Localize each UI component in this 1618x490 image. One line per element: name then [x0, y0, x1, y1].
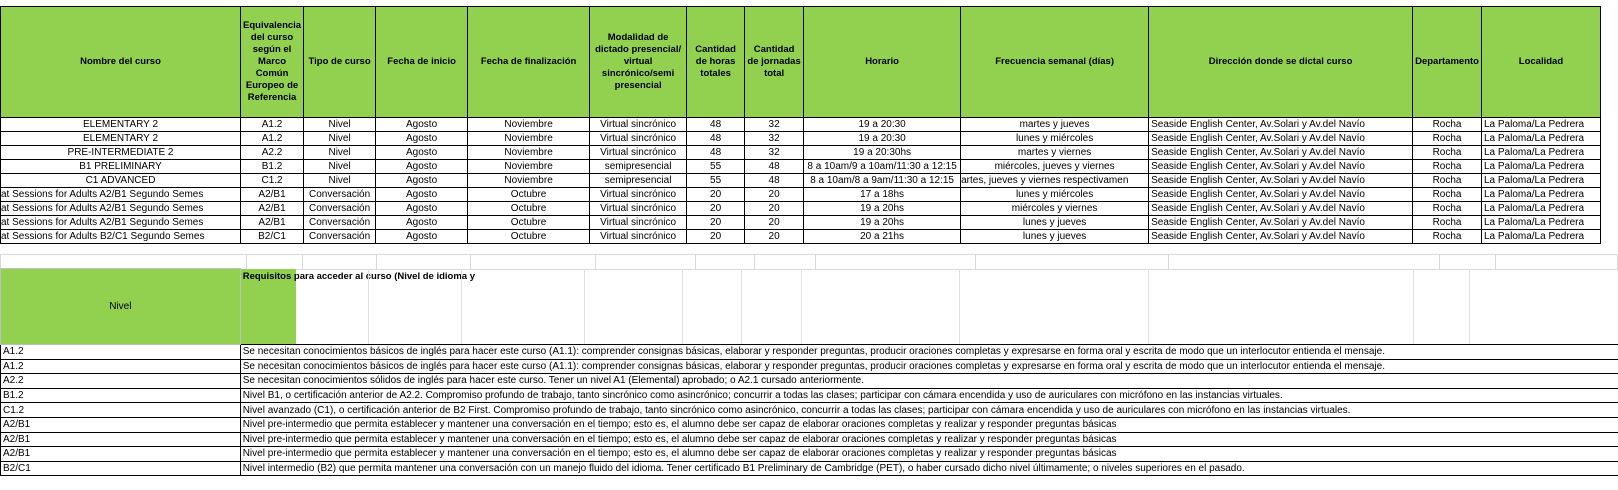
table-cell[interactable]: Virtual sincrónico: [590, 202, 687, 216]
requirement-row: [1, 388, 1618, 403]
table-cell[interactable]: artes, jueves y viernes respectivamen: [961, 174, 1149, 188]
nivel-cell[interactable]: A1.2: [1, 359, 241, 374]
table-row: [1, 146, 1601, 160]
table-row: [1, 216, 1601, 230]
table-row: [1, 202, 1601, 216]
table-cell[interactable]: B1.2: [241, 160, 304, 174]
column-header[interactable]: Fecha de inicio: [376, 7, 468, 118]
table-cell[interactable]: 19 a 20:30: [804, 118, 961, 132]
table-cell[interactable]: 19 a 20:30hs: [804, 146, 961, 160]
table-row: [1, 118, 1601, 132]
table-cell[interactable]: at Sessions for Adults A2/B1 Segundo Semes: [1, 188, 241, 202]
table-cell[interactable]: A2.2: [241, 146, 304, 160]
table-cell[interactable]: La Paloma/La Pedrera: [1481, 132, 1600, 146]
table-cell[interactable]: Noviembre: [468, 118, 590, 132]
table-cell[interactable]: Agosto: [376, 160, 468, 174]
table-cell[interactable]: 48: [745, 160, 804, 174]
nivel-cell[interactable]: C1.2: [1, 403, 241, 418]
table-cell[interactable]: A2/B1: [241, 216, 304, 230]
table-cell[interactable]: 19 a 20:30: [804, 132, 961, 146]
table-cell[interactable]: A1.2: [241, 132, 304, 146]
column-header[interactable]: Equivalencia del curso según el Marco Común Europeo de Referencia: [241, 7, 304, 118]
courses-table: [0, 6, 1601, 244]
nivel-cell[interactable]: A2/B1: [1, 447, 241, 462]
table-cell[interactable]: B1 PRELIMINARY: [1, 160, 241, 174]
table-cell[interactable]: Noviembre: [468, 146, 590, 160]
requirement-text[interactable]: Nivel B1, o certificación anterior de A2.2. Compromiso profundo de trabajo, tanto sincrónico como asincrónico; concurrir a todas las clases; participar con cámara encendida y uso de auriculares con micrófono en las instancias virtuales.: [240, 388, 1618, 403]
requirement-text[interactable]: Nivel pre-intermedio que permita establecer y mantener una conversación en el tiempo; esto es, el alumno debe ser capaz de elaborar oraciones completas y realizar y responder preguntas básicas: [240, 447, 1618, 462]
requirement-text[interactable]: Se necesitan conocimientos sólidos de inglés para hacer este curso. Tener un nivel A1 (Elemental) aprobado; o A2.1 cursado anteriormente.: [240, 374, 1618, 389]
table-cell[interactable]: La Paloma/La Pedrera: [1481, 160, 1600, 174]
requirement-text[interactable]: Nivel pre-intermedio que permita establecer y mantener una conversación en el tiempo; esto es, el alumno debe ser capaz de elaborar oraciones completas y realizar y responder preguntas básicas: [240, 417, 1618, 432]
table-cell[interactable]: Conversación: [304, 216, 376, 230]
requirement-text[interactable]: Nivel pre-intermedio que permita establecer y mantener una conversación en el tiempo; esto es, el alumno debe ser capaz de elaborar oraciones completas y realizar y responder preguntas básicas: [240, 432, 1618, 447]
table-cell[interactable]: at Sessions for Adults B2/C1 Segundo Semes: [1, 230, 241, 244]
table-cell[interactable]: La Paloma/La Pedrera: [1481, 174, 1600, 188]
table-cell[interactable]: PRE-INTERMEDIATE 2: [1, 146, 241, 160]
table-cell[interactable]: lunes y jueves: [961, 216, 1149, 230]
table-cell[interactable]: Virtual sincrónico: [590, 188, 687, 202]
table-cell[interactable]: A1.2: [241, 118, 304, 132]
column-header[interactable]: Localidad: [1481, 7, 1600, 118]
table-cell[interactable]: Nivel: [304, 160, 376, 174]
table-cell[interactable]: Virtual sincrónico: [590, 216, 687, 230]
table-cell[interactable]: lunes y miércoles: [961, 188, 1149, 202]
column-header[interactable]: Fecha de finalización: [468, 7, 590, 118]
table-cell[interactable]: Noviembre: [468, 132, 590, 146]
table-cell[interactable]: 20: [745, 202, 804, 216]
requirement-row: [1, 359, 1618, 374]
table-cell[interactable]: Agosto: [376, 216, 468, 230]
table-cell[interactable]: Seaside English Center, Av.Solari y Av.del Navío: [1149, 174, 1413, 188]
table-cell[interactable]: 32: [745, 132, 804, 146]
table-cell[interactable]: at Sessions for Adults A2/B1 Segundo Semes: [1, 216, 241, 230]
empty-header-cells: [296, 269, 1618, 344]
table-cell[interactable]: 17 a 18hs: [804, 188, 961, 202]
table-cell[interactable]: 48: [745, 174, 804, 188]
column-header[interactable]: Dirección donde se dictal curso: [1149, 7, 1413, 118]
table-cell[interactable]: La Paloma/La Pedrera: [1481, 216, 1600, 230]
table-cell[interactable]: Conversación: [304, 188, 376, 202]
table-row: [1, 230, 1601, 244]
table-cell[interactable]: 48: [687, 132, 745, 146]
column-header[interactable]: Nombre del curso: [1, 7, 241, 118]
table-cell[interactable]: Seaside English Center, Av.Solari y Av.del Navío: [1149, 118, 1413, 132]
table-cell[interactable]: 55: [687, 160, 745, 174]
table-cell[interactable]: Octubre: [468, 230, 590, 244]
table-cell[interactable]: Agosto: [376, 174, 468, 188]
table-cell[interactable]: Nivel: [304, 118, 376, 132]
table-cell[interactable]: Seaside English Center, Av.Solari y Av.del Navío: [1149, 160, 1413, 174]
table-cell[interactable]: 48: [687, 146, 745, 160]
column-header[interactable]: Cantidad de horas totales: [687, 7, 745, 118]
requirement-row: [1, 461, 1618, 476]
table-cell[interactable]: La Paloma/La Pedrera: [1481, 146, 1600, 160]
table-cell[interactable]: 20: [745, 188, 804, 202]
nivel-cell[interactable]: A1.2: [1, 345, 241, 360]
table-cell[interactable]: Agosto: [376, 132, 468, 146]
table-cell[interactable]: Rocha: [1413, 160, 1482, 174]
table-cell[interactable]: Agosto: [376, 188, 468, 202]
table-cell[interactable]: La Paloma/La Pedrera: [1481, 202, 1600, 216]
table-cell[interactable]: Rocha: [1413, 188, 1482, 202]
table-cell[interactable]: Seaside English Center, Av.Solari y Av.del Navío: [1149, 202, 1413, 216]
table-cell[interactable]: Virtual sincrónico: [590, 230, 687, 244]
table-cell[interactable]: Octubre: [468, 216, 590, 230]
table-cell[interactable]: at Sessions for Adults A2/B1 Segundo Semes: [1, 202, 241, 216]
table-cell[interactable]: Noviembre: [468, 174, 590, 188]
table-cell[interactable]: 20: [687, 230, 745, 244]
table-cell[interactable]: Rocha: [1413, 146, 1482, 160]
table-row: [1, 160, 1601, 174]
table-cell[interactable]: A2/B1: [241, 188, 304, 202]
table-cell[interactable]: Rocha: [1413, 118, 1482, 132]
requirement-text[interactable]: Nivel intermedio (B2) que permita mantener una conversación con un manejo fluido del idioma. Tener certificado B1 Preliminary de Cambridge (PET), o haber cursado dicho nivel últimamente; o niveles superiores en el pasado.: [240, 461, 1618, 476]
column-header[interactable]: Tipo de curso: [304, 7, 376, 118]
requirements-table: [0, 268, 1618, 476]
table-cell[interactable]: lunes y jueves: [961, 230, 1149, 244]
table-cell[interactable]: Seaside English Center, Av.Solari y Av.del Navío: [1149, 132, 1413, 146]
table-cell[interactable]: 8 a 10am/8 a 9am/11:30 a 12:15: [804, 174, 961, 188]
table-cell[interactable]: miércoles, jueves y viernes: [961, 160, 1149, 174]
table-cell[interactable]: 32: [745, 118, 804, 132]
table-cell[interactable]: ELEMENTARY 2: [1, 132, 241, 146]
table-cell[interactable]: martes y jueves: [961, 118, 1149, 132]
table-cell[interactable]: 20: [745, 230, 804, 244]
table-cell[interactable]: A2/B1: [241, 202, 304, 216]
table-cell[interactable]: Rocha: [1413, 174, 1482, 188]
requirement-row: [1, 447, 1618, 462]
nivel-cell[interactable]: A2/B1: [1, 417, 241, 432]
table-cell[interactable]: Agosto: [376, 202, 468, 216]
table-cell[interactable]: Seaside English Center, Av.Solari y Av.del Navío: [1149, 146, 1413, 160]
table-cell[interactable]: La Paloma/La Pedrera: [1481, 188, 1600, 202]
table-cell[interactable]: Virtual sincrónico: [590, 118, 687, 132]
requirements-header[interactable]: Requisitos para acceder al curso (Nivel de idioma y: [241, 269, 296, 344]
table-row: [1, 132, 1601, 146]
table-cell[interactable]: Seaside English Center, Av.Solari y Av.del Navío: [1149, 216, 1413, 230]
table-cell[interactable]: Seaside English Center, Av.Solari y Av.del Navío: [1149, 230, 1413, 244]
table-cell[interactable]: 19 a 20hs: [804, 216, 961, 230]
header-row: [1, 7, 1601, 118]
requirement-text[interactable]: Nivel avanzado (C1), o certificación anterior de B2 First. Compromiso profundo de trabajo, tanto sincrónico como asincrónico, concurrir a todas las clases; participar con cámara encendida y uso de auriculares con micrófono en las instancias virtuales.: [240, 403, 1618, 418]
table-cell[interactable]: ELEMENTARY 2: [1, 118, 241, 132]
table-cell[interactable]: Nivel: [304, 174, 376, 188]
nivel-cell[interactable]: B2/C1: [1, 461, 241, 476]
table-row: [1, 188, 1601, 202]
table-cell[interactable]: Octubre: [468, 202, 590, 216]
requirement-text[interactable]: Se necesitan conocimientos básicos de inglés para hacer este curso (A1.1): comprender consignas básicas, elaborar y responder preguntas, producir oraciones completas y expresarse en forma oral y escrita de modo que un interlocutor entienda el mensaje.: [240, 359, 1618, 374]
table-cell[interactable]: Seaside English Center, Av.Solari y Av.del Navío: [1149, 188, 1413, 202]
table-cell[interactable]: Octubre: [468, 188, 590, 202]
table-cell[interactable]: B2/C1: [241, 230, 304, 244]
table-cell[interactable]: Nivel: [304, 146, 376, 160]
nivel-cell[interactable]: B1.2: [1, 388, 241, 403]
table-cell[interactable]: 32: [745, 146, 804, 160]
table-cell[interactable]: semipresencial: [590, 174, 687, 188]
table-cell[interactable]: Agosto: [376, 118, 468, 132]
table-cell[interactable]: Agosto: [376, 146, 468, 160]
nivel-header[interactable]: Nivel: [1, 269, 241, 345]
column-header[interactable]: Frecuencia semanal (días): [961, 7, 1149, 118]
table-cell[interactable]: Virtual sincrónico: [590, 132, 687, 146]
table-cell[interactable]: Conversación: [304, 230, 376, 244]
column-header[interactable]: Cantidad de jornadas total: [745, 7, 804, 118]
table-cell[interactable]: lunes y miércoles: [961, 132, 1149, 146]
requirement-row: [1, 432, 1618, 447]
requirement-row: [1, 345, 1618, 360]
table-cell[interactable]: Virtual sincrónico: [590, 146, 687, 160]
column-header[interactable]: Modalidad de dictado presencial/ virtual sincrónico/semi presencial: [590, 7, 687, 118]
table-cell[interactable]: miércoles y viernes: [961, 202, 1149, 216]
table-cell[interactable]: Rocha: [1413, 132, 1482, 146]
nivel-cell[interactable]: A2/B1: [1, 432, 241, 447]
column-header[interactable]: Departamento: [1413, 7, 1482, 118]
table-cell[interactable]: martes y viernes: [961, 146, 1149, 160]
table-cell[interactable]: semipresencial: [590, 160, 687, 174]
column-header[interactable]: Horario: [804, 7, 961, 118]
requirement-row: [1, 374, 1618, 389]
table-cell[interactable]: Rocha: [1413, 230, 1482, 244]
table-cell[interactable]: Conversación: [304, 202, 376, 216]
table-cell[interactable]: 20: [687, 188, 745, 202]
table-cell[interactable]: 55: [687, 174, 745, 188]
table-cell[interactable]: La Paloma/La Pedrera: [1481, 118, 1600, 132]
table-cell[interactable]: 20: [745, 216, 804, 230]
table-cell[interactable]: C1 ADVANCED: [1, 174, 241, 188]
table-cell[interactable]: La Paloma/La Pedrera: [1481, 230, 1600, 244]
table-cell[interactable]: Rocha: [1413, 216, 1482, 230]
requirement-row: [1, 417, 1618, 432]
table-cell[interactable]: 19 a 20hs: [804, 202, 961, 216]
table-row: [1, 174, 1601, 188]
table-cell[interactable]: C1.2: [241, 174, 304, 188]
table-cell[interactable]: Rocha: [1413, 202, 1482, 216]
table-cell[interactable]: Agosto: [376, 230, 468, 244]
table-cell[interactable]: 20: [687, 202, 745, 216]
table-cell[interactable]: 48: [687, 118, 745, 132]
nivel-cell[interactable]: A2.2: [1, 374, 241, 389]
table-cell[interactable]: Nivel: [304, 132, 376, 146]
table-cell[interactable]: 8 a 10am/9 a 10am/11:30 a 12:15: [804, 160, 961, 174]
table-cell[interactable]: Noviembre: [468, 160, 590, 174]
requirement-row: [1, 403, 1618, 418]
table-cell[interactable]: 20 a 21hs: [804, 230, 961, 244]
table-cell[interactable]: 20: [687, 216, 745, 230]
requirement-text[interactable]: Se necesitan conocimientos básicos de inglés para hacer este curso (A1.1): comprender consignas básicas, elaborar y responder preguntas, producir oraciones completas y expresarse en forma oral y escrita de modo que un interlocutor entienda el mensaje.: [240, 345, 1618, 360]
